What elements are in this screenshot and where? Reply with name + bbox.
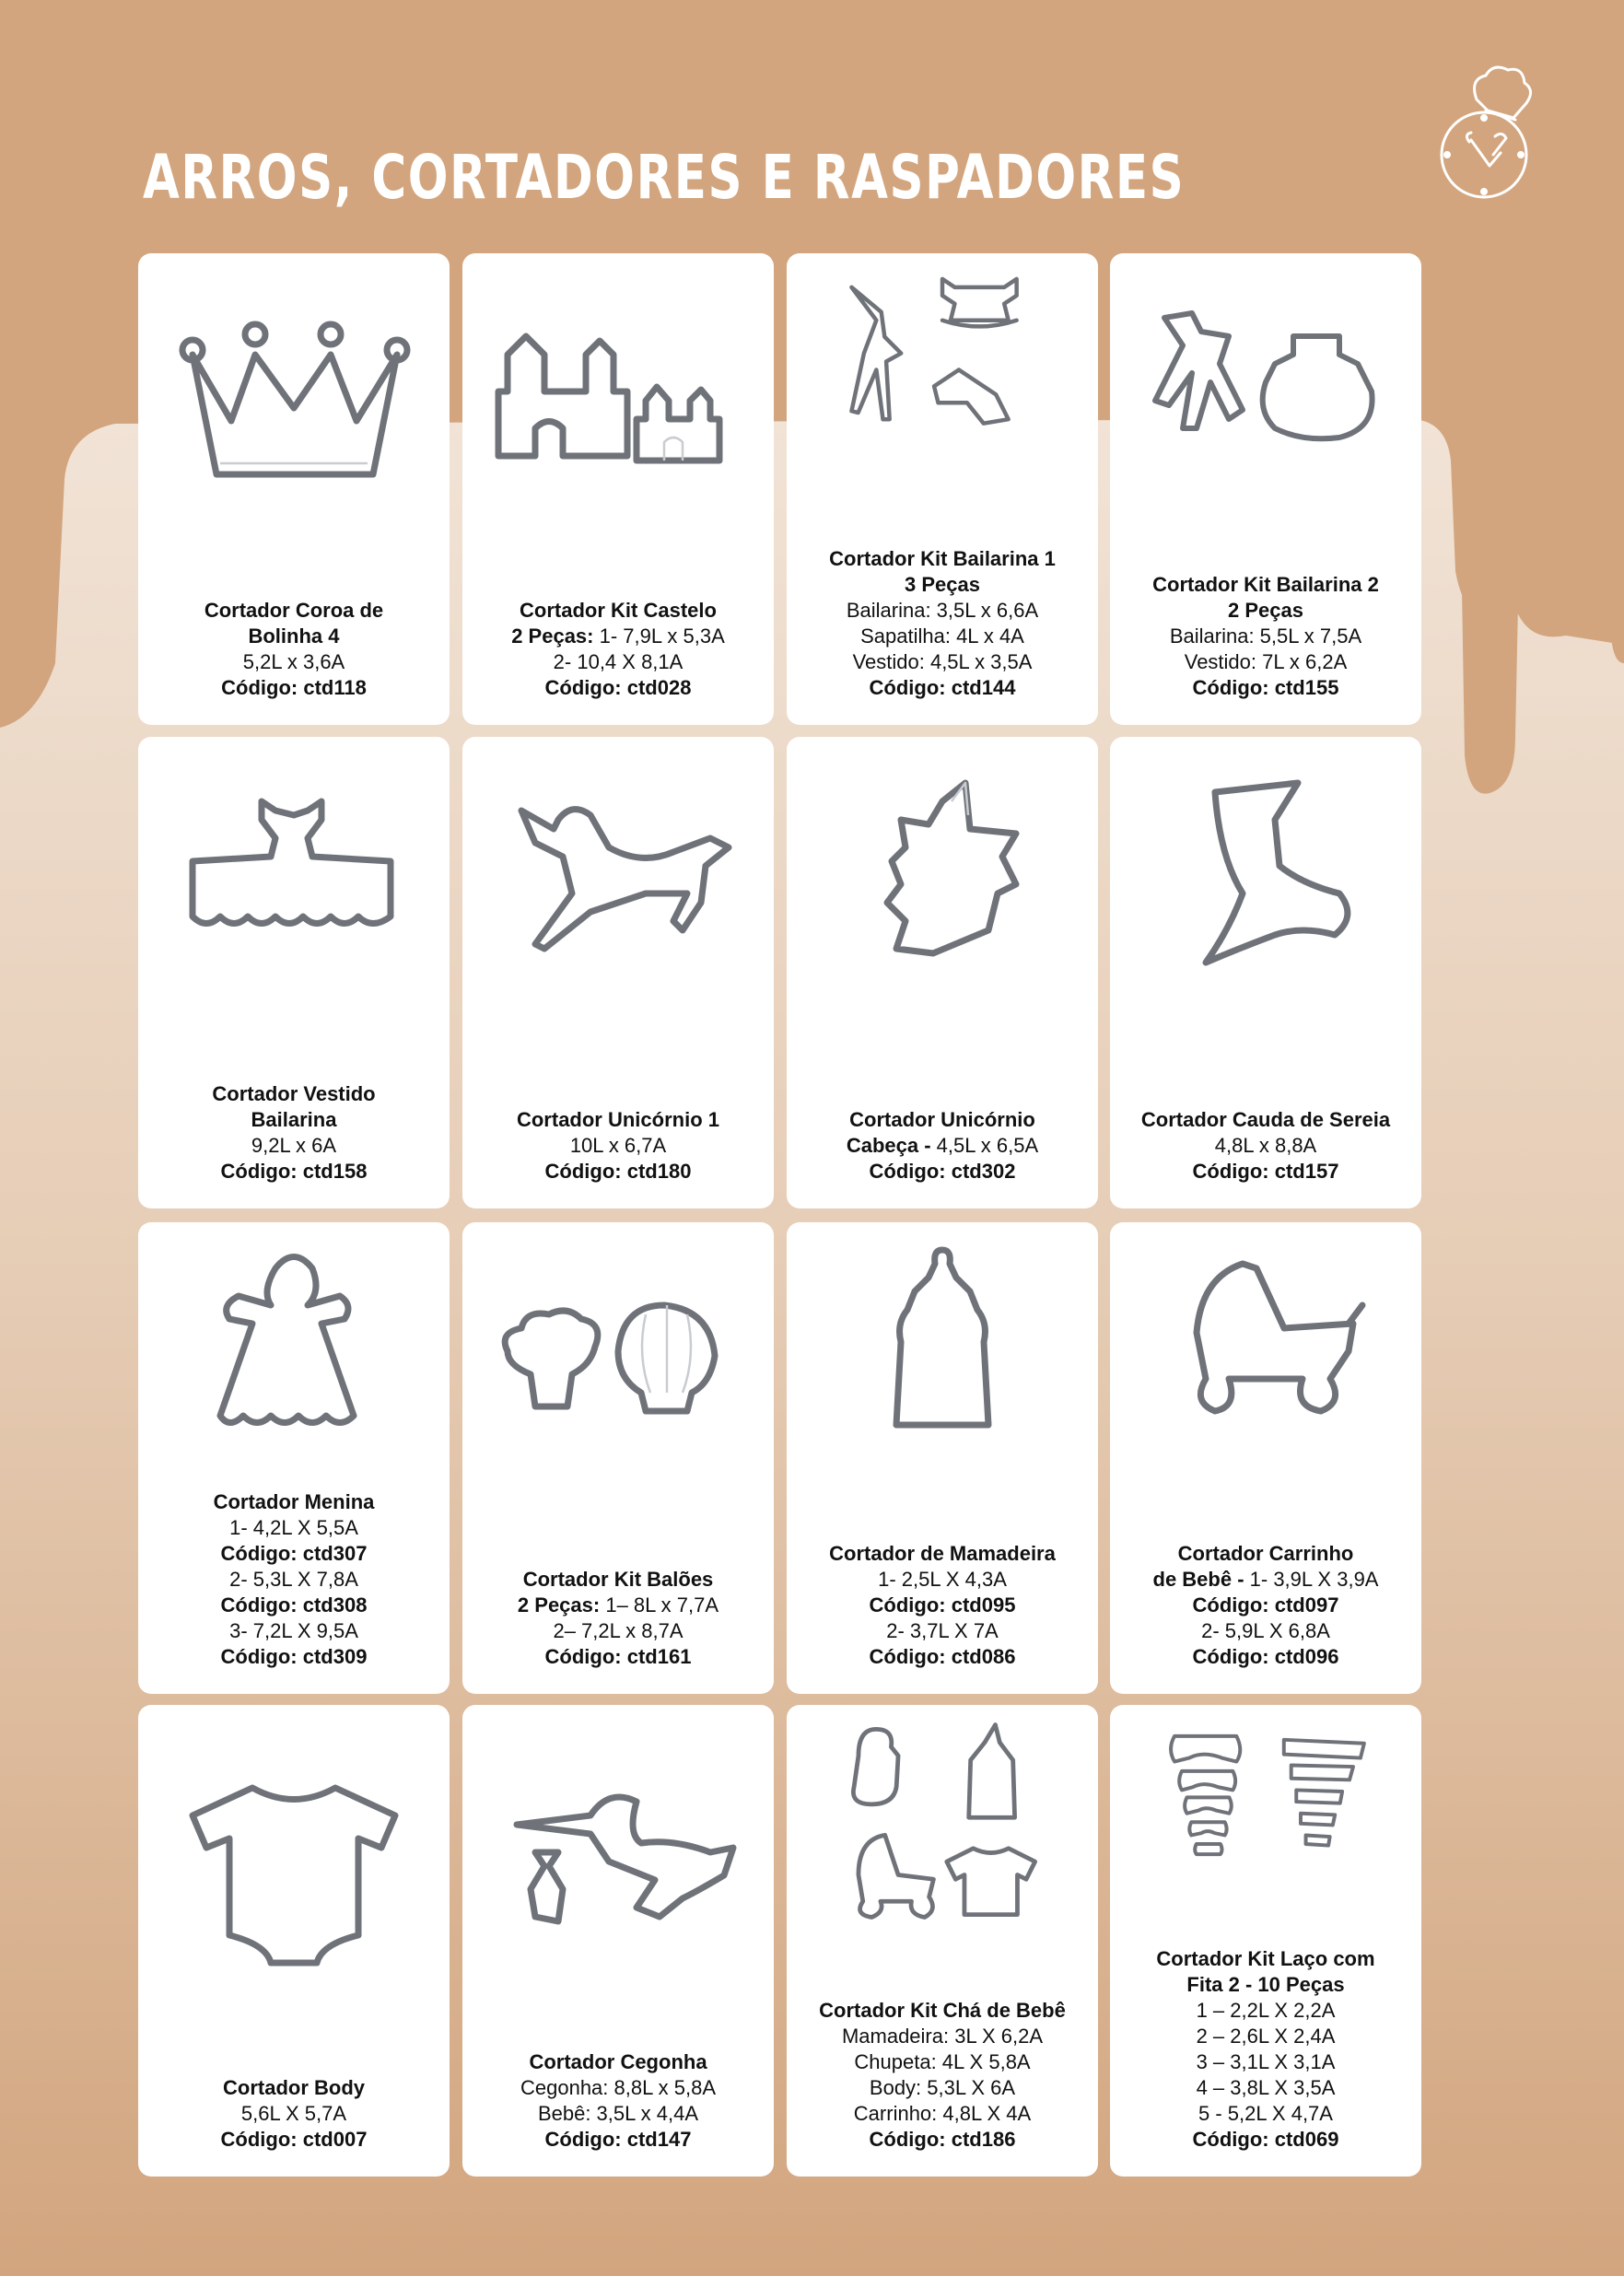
product-pieces: 2 Peças: bbox=[517, 1593, 601, 1617]
product-size: 2 – 2,6L X 2,4A bbox=[1196, 2025, 1336, 2048]
product-name: Fita 2 - 10 Peças bbox=[1186, 1973, 1345, 1996]
product-size: Bailarina: 5,5L x 7,5A bbox=[1169, 624, 1362, 648]
product-name: Cortador Vestido bbox=[212, 1082, 376, 1105]
product-card bbox=[138, 253, 450, 725]
balloons-cutter-icon bbox=[480, 1287, 756, 1508]
product-code: Código: ctd158 bbox=[220, 1160, 368, 1183]
product-size: Chupeta: 4L X 5,8A bbox=[854, 2050, 1031, 2073]
product-info bbox=[470, 598, 766, 701]
product-name: Bailarina bbox=[251, 1108, 337, 1131]
product-name: Cortador Cegonha bbox=[529, 2050, 707, 2073]
product-info bbox=[794, 546, 1091, 701]
product-size-value: 4,5L x 6,5A bbox=[930, 1134, 1039, 1157]
product-size bbox=[794, 1133, 1091, 1159]
product-size: Vestido: 7L x 6,2A bbox=[1184, 650, 1348, 673]
product-size bbox=[1117, 1567, 1414, 1593]
product-card bbox=[462, 737, 774, 1208]
product-size: Sapatilha: 4L x 4A bbox=[860, 624, 1024, 648]
product-name: Cortador Kit Bailarina 1 bbox=[829, 547, 1056, 570]
product-size: 1- 2,5L X 4,3A bbox=[878, 1568, 1007, 1591]
product-name: 3 Peças bbox=[905, 573, 980, 596]
product-size: Bailarina: 3,5L x 6,6A bbox=[846, 599, 1039, 622]
product-code: Código: ctd161 bbox=[544, 1645, 692, 1668]
girl-cutter-icon bbox=[156, 1241, 432, 1462]
product-info bbox=[146, 1489, 442, 1670]
product-size: 1 – 2,2L X 2,2A bbox=[1196, 1999, 1336, 2022]
product-name: Cortador de Mamadeira bbox=[829, 1542, 1056, 1565]
bodysuit-cutter-icon bbox=[156, 1760, 432, 1981]
product-size: 2- 3,7L X 7A bbox=[886, 1619, 999, 1642]
product-code: Código: ctd097 bbox=[1192, 1593, 1339, 1617]
crown-cutter-icon bbox=[156, 281, 432, 502]
product-name: Cortador Body bbox=[223, 2076, 365, 2099]
stork-cutter-icon bbox=[480, 1751, 756, 1972]
unicorn-cutter-icon bbox=[480, 765, 756, 986]
product-card bbox=[787, 253, 1098, 725]
product-name: Cortador Unicórnio bbox=[849, 1108, 1035, 1131]
castle-cutter-icon bbox=[480, 281, 756, 502]
product-info bbox=[470, 1107, 766, 1185]
product-info bbox=[146, 598, 442, 701]
product-size: 10L x 6,7A bbox=[569, 1134, 667, 1157]
product-code: Código: ctd302 bbox=[869, 1160, 1016, 1183]
product-size bbox=[470, 1593, 766, 1618]
product-code: Código: ctd096 bbox=[1192, 1645, 1339, 1668]
product-size-value: 1- 3,9L X 3,9A bbox=[1244, 1568, 1379, 1591]
product-info bbox=[146, 2075, 442, 2153]
product-info bbox=[146, 1081, 442, 1185]
product-info bbox=[794, 1998, 1091, 2153]
product-card bbox=[787, 1222, 1098, 1694]
product-name: Cortador Menina bbox=[213, 1490, 375, 1513]
product-info bbox=[470, 2049, 766, 2153]
product-name: Cortador Carrinho bbox=[1177, 1542, 1354, 1565]
product-name: Cortador Kit Chá de Bebê bbox=[819, 1999, 1066, 2022]
unicorn-head-cutter-icon bbox=[804, 765, 1081, 986]
product-info bbox=[1117, 572, 1414, 701]
product-size bbox=[470, 624, 766, 649]
product-size: 9,2L x 6A bbox=[251, 1134, 337, 1157]
product-code: Código: ctd155 bbox=[1192, 676, 1339, 699]
product-name: Cortador Kit Laço com bbox=[1156, 1947, 1375, 1970]
product-size: 1- 4,2L X 5,5A bbox=[229, 1516, 358, 1539]
product-card bbox=[787, 737, 1098, 1208]
product-name: Cortador Kit Castelo bbox=[520, 599, 717, 622]
baby-bottle-cutter-icon bbox=[804, 1241, 1081, 1462]
baby-stroller-cutter-icon bbox=[1127, 1241, 1404, 1462]
product-code: Código: ctd069 bbox=[1192, 2128, 1339, 2151]
product-size: 2- 5,3L X 7,8A bbox=[229, 1568, 358, 1591]
product-code: Código: ctd144 bbox=[869, 676, 1016, 699]
product-size: 5,6L X 5,7A bbox=[240, 2102, 347, 2125]
product-card bbox=[1110, 1705, 1421, 2177]
product-variant: de Bebê - bbox=[1152, 1568, 1244, 1591]
product-size-value: 1- 7,9L x 5,3A bbox=[593, 624, 725, 648]
product-size: 3- 7,2L X 9,5A bbox=[229, 1619, 358, 1642]
product-size: 4 – 3,8L X 3,5A bbox=[1196, 2076, 1336, 2099]
product-size: Cegonha: 8,8L x 5,8A bbox=[520, 2076, 716, 2099]
product-size: 5 - 5,2L X 4,7A bbox=[1198, 2102, 1333, 2125]
product-card bbox=[138, 1222, 450, 1694]
product-card bbox=[138, 1705, 450, 2177]
product-code: Código: ctd157 bbox=[1192, 1160, 1339, 1183]
product-name: 2 Peças bbox=[1228, 599, 1303, 622]
product-info bbox=[470, 1567, 766, 1670]
product-size: 2– 7,2L x 8,7A bbox=[553, 1619, 683, 1642]
product-card bbox=[462, 1705, 774, 2177]
product-size-value: 1– 8L x 7,7A bbox=[600, 1593, 719, 1617]
bow-ribbon-kit-cutter-icon bbox=[1127, 1722, 1404, 1897]
product-name: Cortador Kit Balões bbox=[522, 1568, 714, 1591]
product-code: Código: ctd147 bbox=[544, 2128, 692, 2151]
product-info bbox=[1117, 1107, 1414, 1185]
mermaid-tail-cutter-icon bbox=[1127, 765, 1404, 986]
product-code: Código: ctd186 bbox=[869, 2128, 1016, 2151]
product-code: Código: ctd095 bbox=[869, 1593, 1016, 1617]
product-info bbox=[794, 1107, 1091, 1185]
ballerina-kit-cutter-icon bbox=[804, 263, 1081, 461]
product-code: Código: ctd086 bbox=[869, 1645, 1016, 1668]
product-name: Cortador Kit Bailarina 2 bbox=[1152, 573, 1379, 596]
product-card bbox=[1110, 737, 1421, 1208]
product-size: Vestido: 4,5L x 3,5A bbox=[852, 650, 1033, 673]
product-size: 3 – 3,1L X 3,1A bbox=[1196, 2050, 1336, 2073]
baby-shower-kit-cutter-icon bbox=[804, 1716, 1081, 1928]
product-info bbox=[1117, 1946, 1414, 2153]
product-info bbox=[1117, 1541, 1414, 1670]
product-name: Cortador Unicórnio 1 bbox=[516, 1108, 719, 1131]
product-variant: Cabeça - bbox=[846, 1134, 931, 1157]
product-name: Bolinha 4 bbox=[248, 624, 340, 648]
product-code: Código: ctd309 bbox=[220, 1645, 368, 1668]
product-size: 4,8L x 8,8A bbox=[1214, 1134, 1317, 1157]
page-title: ARROS, CORTADORES E RASPADORES bbox=[143, 142, 1186, 213]
product-info bbox=[794, 1541, 1091, 1670]
product-code: Código: ctd308 bbox=[220, 1593, 368, 1617]
product-code: Código: ctd007 bbox=[220, 2128, 368, 2151]
tutu-dress-cutter-icon bbox=[156, 765, 432, 986]
product-code: Código: ctd118 bbox=[221, 676, 367, 699]
chef-hat-clock-icon bbox=[1432, 63, 1543, 210]
product-card bbox=[1110, 253, 1421, 725]
product-size: 2- 10,4 X 8,1A bbox=[553, 650, 683, 673]
product-code: Código: ctd028 bbox=[544, 676, 692, 699]
product-card bbox=[787, 1705, 1098, 2177]
product-size: 2- 5,9L X 6,8A bbox=[1201, 1619, 1330, 1642]
product-name: Cortador Coroa de bbox=[204, 599, 384, 622]
product-code: Código: ctd307 bbox=[220, 1542, 368, 1565]
product-card bbox=[138, 737, 450, 1208]
ballerina-kit-2-cutter-icon bbox=[1127, 281, 1404, 502]
product-card bbox=[462, 253, 774, 725]
product-size: Body: 5,3L X 6A bbox=[869, 2076, 1016, 2099]
product-pieces: 2 Peças: bbox=[511, 624, 594, 648]
product-size: Bebê: 3,5L x 4,4A bbox=[537, 2102, 699, 2125]
product-card bbox=[1110, 1222, 1421, 1694]
product-size: 5,2L x 3,6A bbox=[242, 650, 345, 673]
product-code: Código: ctd180 bbox=[544, 1160, 692, 1183]
product-size: Carrinho: 4,8L X 4A bbox=[853, 2102, 1032, 2125]
product-card bbox=[462, 1222, 774, 1694]
product-name: Cortador Cauda de Sereia bbox=[1140, 1108, 1391, 1131]
product-size: Mamadeira: 3L X 6,2A bbox=[841, 2025, 1044, 2048]
